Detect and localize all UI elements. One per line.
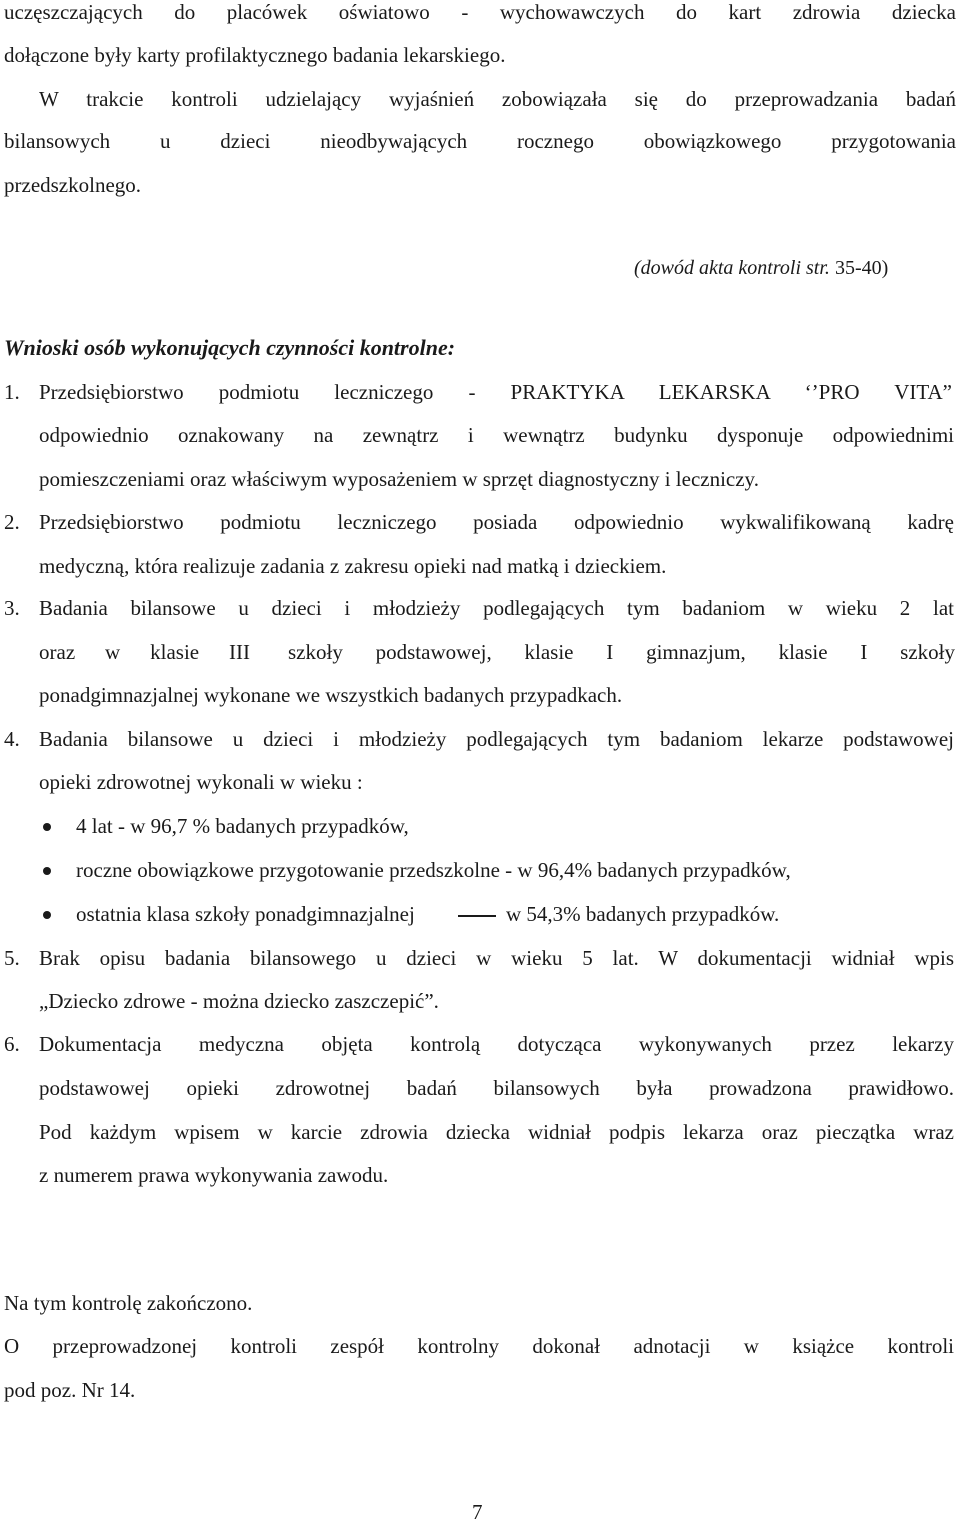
item-5-line-2: „Dziecko zdrowe - można dziecko zaszczepić”. [39, 989, 439, 1013]
item-3-line-2a: oraz w klasie III [39, 640, 250, 664]
item-1-line-3: pomieszczeniami oraz właściwym wyposażeniem w sprzęt diagnostyczny i leczniczy. [39, 467, 759, 491]
bullet-point [43, 823, 51, 831]
closing-line-1: Na tym kontrolę zakończono. [4, 1291, 253, 1315]
item-5-number: 5. [4, 946, 20, 970]
item-4-bullet-2: roczne obowiązkowe przygotowanie przedszkolne - w 96,4% badanych przypadków, [76, 858, 791, 882]
item-4-bullet-3b: w 54,3% badanych przypadków. [506, 902, 780, 926]
item-4-number: 4. [4, 727, 20, 751]
closing-line-2: O przeprowadzonej kontroli zespół kontrolny dokonał adnotacji w książce kontroli [4, 1334, 954, 1358]
item-6-number: 6. [4, 1032, 20, 1056]
closing-line-3: pod poz. Nr 14. [4, 1378, 136, 1402]
item-3-line-2b: szkoły podstawowej, klasie I gimnazjum, klasie I szkoły [288, 640, 955, 664]
page-number: 7 [472, 1500, 483, 1524]
item-6-line-1: Dokumentacja medyczna objęta kontrolą dotycząca wykonywanych przez lekarzy [39, 1032, 954, 1056]
item-3-line-1: Badania bilansowe u dzieci i młodzieży podlegających tym badaniom w wieku 2 lat [39, 596, 954, 620]
item-2-line-2: medyczną, która realizuje zadania z zakresu opieki nad matką i dzieckiem. [39, 554, 667, 578]
item-6-line-3: Pod każdym wpisem w karcie zdrowia dziecka widniał podpis lekarza oraz pieczątka wraz [39, 1120, 954, 1144]
item-4-line-2: opieki zdrowotnej wykonali w wieku : [39, 770, 363, 794]
item-2-line-1: Przedsiębiorstwo podmiotu leczniczego posiada odpowiednio wykwalifikowaną kadrę [39, 510, 954, 534]
conclusions-heading: Wnioski osób wykonujących czynności kontrolne: [4, 335, 456, 360]
intro-line-3: W trakcie kontroli udzielający wyjaśnień zobowiązała się do przeprowadzania badań [39, 87, 956, 111]
intro-line-1: uczęszczających do placówek oświatowo - wychowawczych do kart zdrowia dziecka [4, 0, 956, 24]
item-6-line-4: z numerem prawa wykonywania zawodu. [39, 1163, 389, 1187]
item-1-line-2: odpowiednio oznakowany na zewnątrz i wewnątrz budynku dysponuje odpowiednimi [39, 423, 954, 447]
evidence-reference-pages: 35-40) [834, 257, 889, 279]
bullet-point [43, 911, 51, 919]
item-4-line-1: Badania bilansowe u dzieci i młodzieży podlegających tym badaniom lekarze podstawowej [39, 727, 954, 751]
item-3-number: 3. [4, 596, 20, 620]
evidence-reference [634, 258, 888, 278]
item-6-line-2: podstawowej opieki zdrowotnej badań bilansowych była prowadzona prawidłowo. [39, 1076, 954, 1100]
evidence-reference-label: (dowód akta kontroli str. [634, 257, 830, 279]
intro-line-2: dołączone były karty profilaktycznego badania lekarskiego. [4, 43, 506, 67]
item-1-number: 1. [4, 380, 20, 404]
item-1-line-1: Przedsiębiorstwo podmiotu leczniczego - PRAKTYKA LEKARSKA ‘’PRO VITA” [39, 380, 952, 404]
item-2-number: 2. [4, 510, 20, 534]
intro-line-4: bilansowych u dzieci nieodbywających rocznego obowiązkowego przygotowania [4, 129, 956, 153]
item-4-bullet-1: 4 lat - w 96,7 % badanych przypadków, [76, 814, 409, 838]
item-3-line-3: ponadgimnazjalnej wykonane we wszystkich badanych przypadkach. [39, 683, 623, 707]
item-4-bullet-3a: ostatnia klasa szkoły ponadgimnazjalnej [76, 902, 415, 926]
intro-line-5: przedszkolnego. [4, 173, 142, 197]
dash-separator [458, 915, 496, 917]
item-5-line-1: Brak opisu badania bilansowego u dzieci w wieku 5 lat. W dokumentacji widniał wpis [39, 946, 954, 970]
bullet-point [43, 867, 51, 875]
